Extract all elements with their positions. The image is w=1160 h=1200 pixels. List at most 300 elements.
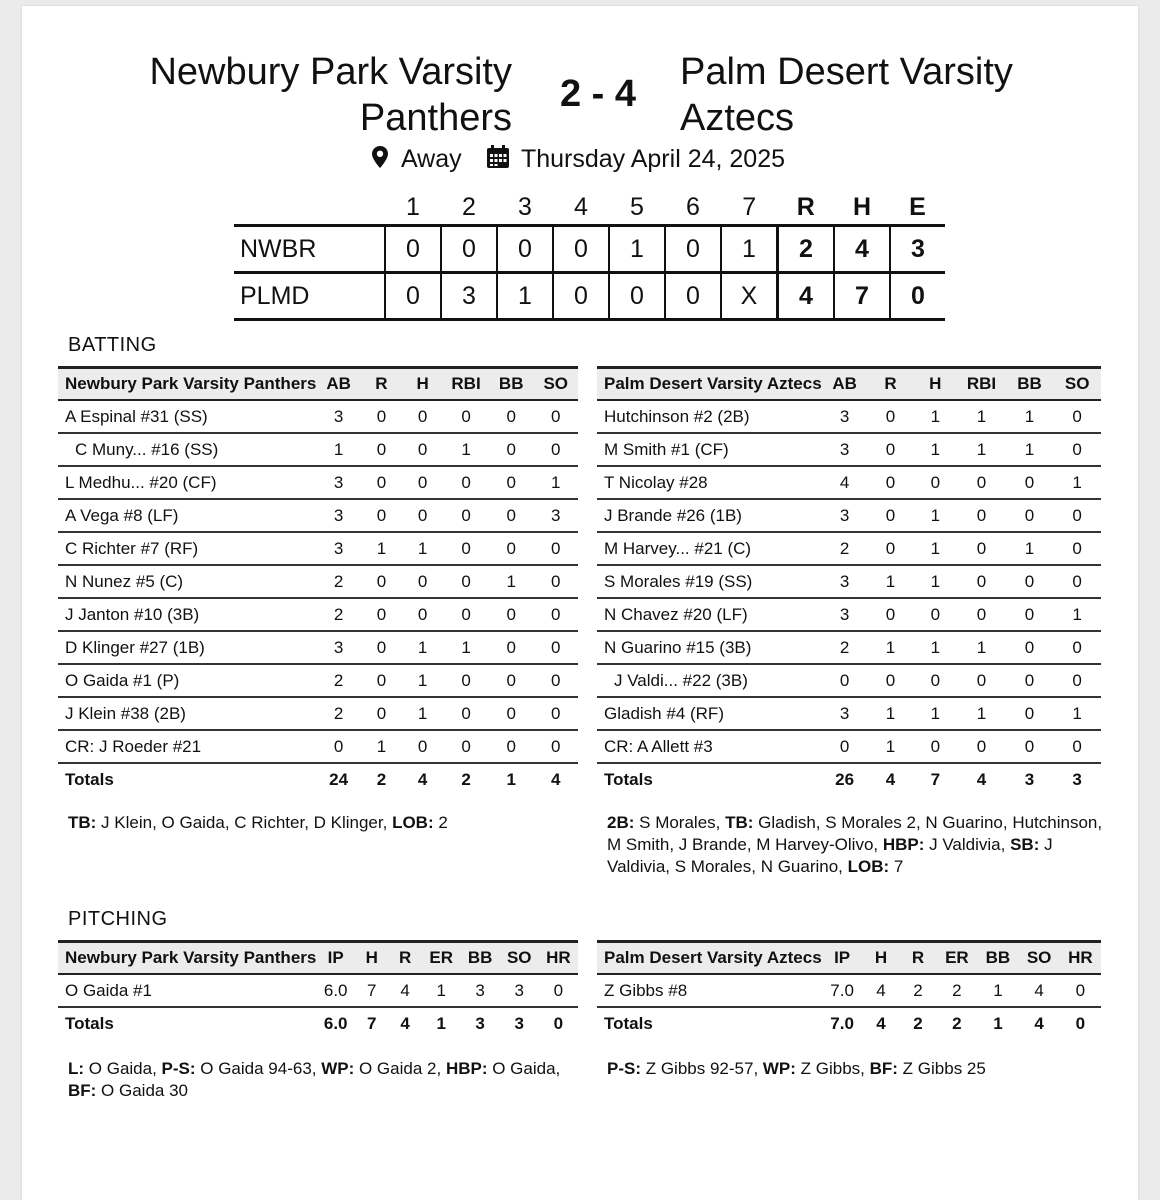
stat-cell: 1 <box>1006 532 1054 565</box>
totals-cell: 2 <box>952 1013 962 1033</box>
calendar-icon <box>486 145 510 176</box>
note-text: 2 <box>433 813 448 832</box>
note-text: 7 <box>889 857 904 876</box>
stat-cell: 0 <box>913 730 957 763</box>
stat-cell: 0 <box>1053 400 1101 433</box>
stat-cell: 0 <box>868 532 914 565</box>
player-row <box>58 664 578 697</box>
runs-header: R <box>796 192 815 221</box>
stat-cell: 0 <box>489 433 534 466</box>
stat-cell: 0 <box>489 730 534 763</box>
stat-column-header: RBI <box>957 368 1005 401</box>
inning-score: 0 <box>665 226 721 273</box>
hits-total: 4 <box>834 226 890 273</box>
stat-cell: 3 <box>316 466 361 499</box>
stat-column-header: R <box>900 942 937 975</box>
totals-cell: 3 <box>1072 769 1082 789</box>
totals-cell: 3 <box>475 1013 485 1033</box>
inning-header: 5 <box>630 192 644 221</box>
inning-score: 1 <box>721 226 778 273</box>
note-text: S Morales, <box>634 813 726 832</box>
line-score-row-away <box>234 273 945 320</box>
stat-cell: 1 <box>957 433 1005 466</box>
player-name: J Klein #38 (2B) <box>58 697 316 730</box>
player-name: T Nicolay #28 <box>597 466 822 499</box>
runs-total: 4 <box>778 273 835 320</box>
hits-header: H <box>852 192 872 221</box>
stat-cell: 2 <box>316 664 361 697</box>
stat-cell: 0 <box>868 400 914 433</box>
stat-cell: 1 <box>422 974 461 1007</box>
totals-cell: 0 <box>1075 1013 1086 1033</box>
player-row <box>597 499 1101 532</box>
stat-column-header: H <box>402 368 443 401</box>
player-name: CR: A Allett #3 <box>597 730 822 763</box>
inning-score: 0 <box>385 226 441 273</box>
stat-cell: 1 <box>1006 433 1054 466</box>
note-text: O Gaida 2, <box>354 1059 446 1078</box>
stat-cell: 1 <box>443 433 489 466</box>
player-name: N Nunez #5 (C) <box>58 565 316 598</box>
stat-column-header: BB <box>977 942 1018 975</box>
box-score-sheet <box>22 6 1138 1200</box>
stat-cell: 0 <box>1053 565 1101 598</box>
stat-cell: 3 <box>822 565 868 598</box>
note-text: O Gaida 30 <box>96 1081 188 1100</box>
stat-column-header: RBI <box>443 368 489 401</box>
team-column-header: Palm Desert Varsity Aztecs <box>597 368 822 401</box>
stat-cell: 1 <box>1006 400 1054 433</box>
stat-cell: 0 <box>361 565 402 598</box>
note-text: O Gaida 94-63, <box>195 1059 322 1078</box>
totals-cell: 1 <box>993 1013 1003 1033</box>
player-name: C Richter #7 (RF) <box>58 532 316 565</box>
stat-cell: 1 <box>913 631 957 664</box>
stat-cell: 0 <box>1006 598 1054 631</box>
inning-score: 3 <box>441 273 497 320</box>
stat-column-header: SO <box>500 942 539 975</box>
stat-column-header: IP <box>822 942 863 975</box>
inning-score: 0 <box>385 273 441 320</box>
stat-cell: 0 <box>1006 664 1054 697</box>
stat-cell: 3 <box>822 598 868 631</box>
away-pitching-notes <box>607 1058 1107 1080</box>
inning-score: 1 <box>609 226 665 273</box>
totals-row <box>58 763 578 795</box>
player-row <box>597 400 1101 433</box>
game-location <box>372 144 462 175</box>
player-name: A Vega #8 (LF) <box>58 499 316 532</box>
stat-cell: 0 <box>402 598 443 631</box>
home-batting-table <box>58 366 578 795</box>
inning-score: X <box>721 273 778 320</box>
stat-cell: 0 <box>1006 466 1054 499</box>
inning-score: 0 <box>441 226 497 273</box>
player-name: N Chavez #20 (LF) <box>597 598 822 631</box>
totals-label: Totals <box>65 769 114 789</box>
player-row <box>597 532 1101 565</box>
stat-cell: 0 <box>822 730 868 763</box>
home-pitching-table <box>58 940 578 1039</box>
stat-cell: 0 <box>489 664 534 697</box>
stat-cell: 4 <box>1019 974 1060 1007</box>
player-row <box>58 974 578 1007</box>
player-row <box>597 664 1101 697</box>
stat-cell: 1 <box>361 730 402 763</box>
player-row <box>597 565 1101 598</box>
stat-column-header: SO <box>1019 942 1060 975</box>
stat-cell: 0 <box>443 400 489 433</box>
note-label: HBP: <box>882 835 925 854</box>
stat-column-header: H <box>355 942 388 975</box>
player-name: O Gaida #1 (P) <box>58 664 316 697</box>
player-row <box>58 730 578 763</box>
totals-cell: 7 <box>367 1013 377 1033</box>
stat-cell: 0 <box>868 664 914 697</box>
stat-cell: 1 <box>913 565 957 598</box>
stat-cell: 0 <box>1053 631 1101 664</box>
stat-cell: 1 <box>868 631 914 664</box>
stat-cell: 0 <box>533 532 578 565</box>
inning-score: 1 <box>497 273 553 320</box>
stat-cell: 0 <box>957 532 1005 565</box>
hits-total: 7 <box>834 273 890 320</box>
stat-column-header: BB <box>489 368 534 401</box>
team-column-header: Newbury Park Varsity Panthers <box>58 942 316 975</box>
player-row <box>58 697 578 730</box>
away-team-name: Palm Desert Varsity <box>680 51 1013 93</box>
player-row <box>597 433 1101 466</box>
note-label: BF: <box>869 1059 898 1078</box>
stat-column-header: ER <box>936 942 977 975</box>
player-name: A Espinal #31 (SS) <box>58 400 316 433</box>
totals-cell: 4 <box>1034 1013 1044 1033</box>
away-batting-notes <box>607 812 1107 878</box>
stat-cell: 0 <box>913 664 957 697</box>
stat-column-header: BB <box>1006 368 1054 401</box>
note-label: P-S: <box>161 1059 196 1078</box>
batting-section-title: BATTING <box>68 334 157 356</box>
note-text: Gladish, S Morales 2, N Guarino, Hutchinson, M Smith, J Brande, M Harvey-Olivo, <box>607 813 1103 854</box>
note-label: LOB: <box>847 857 890 876</box>
player-row <box>597 730 1101 763</box>
stat-cell: 1 <box>1053 697 1101 730</box>
stat-cell: 1 <box>957 631 1005 664</box>
totals-cell: 4 <box>550 769 561 789</box>
stat-cell: 0 <box>1006 499 1054 532</box>
stat-cell: 1 <box>489 565 534 598</box>
stat-cell: 0 <box>1053 433 1101 466</box>
totals-cell: 2 <box>913 1013 923 1033</box>
inning-score: 0 <box>553 226 609 273</box>
stat-cell: 2 <box>822 532 868 565</box>
stat-cell: 1 <box>913 433 957 466</box>
stat-cell: 0 <box>1053 664 1101 697</box>
stat-cell: 3 <box>533 499 578 532</box>
totals-cell: 3 <box>514 1013 524 1033</box>
player-name: J Janton #10 (3B) <box>58 598 316 631</box>
stat-cell: 0 <box>533 697 578 730</box>
stat-cell: 0 <box>533 598 578 631</box>
inning-header: 3 <box>518 192 532 221</box>
stat-cell: 0 <box>443 730 489 763</box>
note-label: LOB: <box>392 813 434 832</box>
note-text: J Klein, O Gaida, C Richter, D Klinger, <box>96 813 393 832</box>
stat-cell: 1 <box>913 697 957 730</box>
stat-cell: 1 <box>1053 598 1101 631</box>
totals-row <box>58 1007 578 1039</box>
stat-cell: 0 <box>1053 532 1101 565</box>
pitching-section-title: PITCHING <box>68 908 168 930</box>
stat-cell: 3 <box>822 400 868 433</box>
player-row <box>58 400 578 433</box>
stat-cell: 0 <box>489 598 534 631</box>
totals-label: Totals <box>65 1013 114 1033</box>
player-name: N Guarino #15 (3B) <box>597 631 822 664</box>
stat-cell: 0 <box>957 598 1005 631</box>
stat-column-header: H <box>863 942 900 975</box>
date-label: Thursday April 24, 2025 <box>520 145 786 173</box>
note-label: P-S: <box>607 1059 641 1078</box>
totals-label: Totals <box>604 769 653 789</box>
stat-cell: 1 <box>443 631 489 664</box>
home-pitching-notes <box>68 1058 568 1102</box>
stat-cell: 0 <box>868 433 914 466</box>
away-pitching-table <box>597 940 1101 1039</box>
note-label: BF: <box>68 1081 97 1100</box>
stat-cell: 1 <box>533 466 578 499</box>
stat-cell: 0 <box>402 565 443 598</box>
stat-cell: 0 <box>913 598 957 631</box>
away-batting-table <box>597 366 1101 795</box>
stat-cell: 0 <box>489 499 534 532</box>
errors-header: E <box>909 192 926 221</box>
player-row <box>58 565 578 598</box>
stat-cell: 7 <box>355 974 388 1007</box>
stat-cell: 2 <box>316 598 361 631</box>
stat-cell: 0 <box>361 466 402 499</box>
stat-cell: 3 <box>822 697 868 730</box>
totals-cell: 3 <box>1024 769 1035 789</box>
stat-cell: 0 <box>489 400 534 433</box>
totals-cell: 4 <box>976 769 987 789</box>
totals-cell: 4 <box>885 769 896 789</box>
stat-cell: 3 <box>316 532 361 565</box>
note-label: 2B: <box>607 813 635 832</box>
stat-cell: 1 <box>402 697 443 730</box>
totals-cell: 4 <box>876 1013 886 1033</box>
stat-cell: 2 <box>900 974 937 1007</box>
note-label: WP: <box>762 1059 796 1078</box>
stat-cell: 2 <box>936 974 977 1007</box>
stat-cell: 0 <box>822 664 868 697</box>
stat-column-header: HR <box>1060 942 1101 975</box>
stat-cell: 1 <box>361 532 402 565</box>
inning-header: 1 <box>406 192 420 221</box>
player-row <box>58 532 578 565</box>
stat-cell: 3 <box>316 400 361 433</box>
stat-cell: 0 <box>533 631 578 664</box>
stat-cell: 1 <box>402 532 443 565</box>
note-label: L: <box>68 1059 85 1078</box>
stat-cell: 0 <box>402 433 443 466</box>
stat-cell: 1 <box>913 400 957 433</box>
stat-cell: 3 <box>316 499 361 532</box>
team-column-header: Palm Desert Varsity Aztecs <box>597 942 822 975</box>
totals-cell: 2 <box>376 769 387 789</box>
player-row <box>597 466 1101 499</box>
inning-score: 0 <box>609 273 665 320</box>
note-text: Z Gibbs 92-57, <box>641 1059 763 1078</box>
line-score-header <box>234 190 945 226</box>
stat-cell: 0 <box>1006 730 1054 763</box>
stat-cell: 0 <box>1053 499 1101 532</box>
line-score <box>234 190 945 321</box>
team-column-header: Newbury Park Varsity Panthers <box>58 368 316 401</box>
stat-cell: 0 <box>316 730 361 763</box>
stat-cell: 0 <box>489 466 534 499</box>
inning-header: 7 <box>742 192 757 221</box>
stat-column-header: SO <box>1053 368 1101 401</box>
stat-cell: 0 <box>361 433 402 466</box>
header-row <box>58 942 578 975</box>
stat-cell: 0 <box>533 565 578 598</box>
totals-cell: 26 <box>835 769 855 789</box>
stat-cell: 2 <box>316 697 361 730</box>
stat-cell: 0 <box>402 499 443 532</box>
inning-score: 0 <box>665 273 721 320</box>
map-pin-icon <box>372 145 388 175</box>
stat-cell: 0 <box>868 466 914 499</box>
note-text: Z Gibbs 25 <box>897 1059 986 1078</box>
totals-cell: 7.0 <box>830 1013 854 1033</box>
header-row <box>597 368 1101 401</box>
stat-cell: 0 <box>443 532 489 565</box>
inning-header: 2 <box>462 192 476 221</box>
header-row <box>58 368 578 401</box>
stat-column-header: BB <box>461 942 500 975</box>
stat-cell: 1 <box>957 697 1005 730</box>
player-row <box>58 598 578 631</box>
stat-cell: 1 <box>402 631 443 664</box>
player-name: L Medhu... #20 (CF) <box>58 466 316 499</box>
player-name: O Gaida #1 <box>58 974 316 1007</box>
totals-cell: 1 <box>436 1013 446 1033</box>
inning-header: 4 <box>574 192 588 221</box>
stat-cell: 0 <box>1053 730 1101 763</box>
line-score-team: NWBR <box>234 226 385 273</box>
inning-score: 0 <box>497 226 553 273</box>
stat-cell: 0 <box>533 664 578 697</box>
player-name: Hutchinson #2 (2B) <box>597 400 822 433</box>
stat-cell: 0 <box>1006 631 1054 664</box>
player-name: Gladish #4 (RF) <box>597 697 822 730</box>
stat-cell: 3 <box>461 974 500 1007</box>
stat-cell: 3 <box>316 631 361 664</box>
final-score: 2 - 4 <box>559 73 637 115</box>
totals-cell: 4 <box>417 769 428 789</box>
player-name: M Harvey... #21 (C) <box>597 532 822 565</box>
stat-cell: 2 <box>822 631 868 664</box>
stat-cell: 0 <box>957 664 1005 697</box>
home-team-mascot: Panthers <box>359 97 512 139</box>
stat-column-header: R <box>868 368 914 401</box>
stat-column-header: SO <box>533 368 578 401</box>
stat-cell: 0 <box>443 697 489 730</box>
note-text: O Gaida, <box>84 1059 162 1078</box>
totals-cell: 0 <box>553 1013 564 1033</box>
player-row <box>597 598 1101 631</box>
stat-column-header: H <box>913 368 957 401</box>
note-text: J Valdivia, S Morales, N Guarino, <box>607 835 1053 876</box>
stat-column-header: IP <box>316 942 355 975</box>
home-batting-notes <box>68 812 568 834</box>
stat-cell: 6.0 <box>316 974 355 1007</box>
stat-column-header: R <box>361 368 402 401</box>
stat-cell: 1 <box>913 532 957 565</box>
stat-cell: 0 <box>957 466 1005 499</box>
stat-column-header: AB <box>822 368 868 401</box>
stat-cell: 0 <box>1006 697 1054 730</box>
stat-cell: 0 <box>361 697 402 730</box>
stat-cell: 0 <box>443 499 489 532</box>
stat-cell: 0 <box>443 664 489 697</box>
stat-cell: 4 <box>822 466 868 499</box>
stat-cell: 0 <box>533 400 578 433</box>
stat-cell: 0 <box>1060 974 1101 1007</box>
player-name: S Morales #19 (SS) <box>597 565 822 598</box>
stat-cell: 3 <box>500 974 539 1007</box>
note-text: Z Gibbs, <box>795 1059 870 1078</box>
stat-cell: 1 <box>977 974 1018 1007</box>
player-name: M Smith #1 (CF) <box>597 433 822 466</box>
stat-column-header: AB <box>316 368 361 401</box>
note-label: HBP: <box>445 1059 488 1078</box>
player-row <box>58 433 578 466</box>
stat-cell: 1 <box>868 730 914 763</box>
stat-cell: 0 <box>443 466 489 499</box>
errors-total: 3 <box>890 226 945 273</box>
home-team-name: Newbury Park Varsity <box>149 51 512 93</box>
stat-cell: 0 <box>361 598 402 631</box>
totals-row <box>597 1007 1101 1039</box>
inning-header: 6 <box>686 192 700 221</box>
stat-cell: 0 <box>443 565 489 598</box>
stat-cell: 0 <box>402 730 443 763</box>
player-row <box>597 631 1101 664</box>
stat-cell: 0 <box>443 598 489 631</box>
stat-cell: 3 <box>822 433 868 466</box>
away-team-mascot: Aztecs <box>680 97 795 139</box>
note-label: SB: <box>1010 835 1040 854</box>
line-score-row-home <box>234 226 945 273</box>
totals-cell: 24 <box>329 769 349 789</box>
stat-cell: 4 <box>863 974 900 1007</box>
player-name: Z Gibbs #8 <box>597 974 822 1007</box>
stat-cell: 0 <box>361 631 402 664</box>
note-text: J Valdivia, <box>924 835 1011 854</box>
stat-cell: 1 <box>316 433 361 466</box>
totals-row <box>597 763 1101 795</box>
player-row <box>597 974 1101 1007</box>
line-score-team: PLMD <box>234 273 385 320</box>
note-label: TB: <box>68 813 97 832</box>
totals-cell: 4 <box>400 1013 410 1033</box>
stat-cell: 0 <box>533 433 578 466</box>
stat-cell: 0 <box>361 664 402 697</box>
header-row <box>597 942 1101 975</box>
player-row <box>58 499 578 532</box>
